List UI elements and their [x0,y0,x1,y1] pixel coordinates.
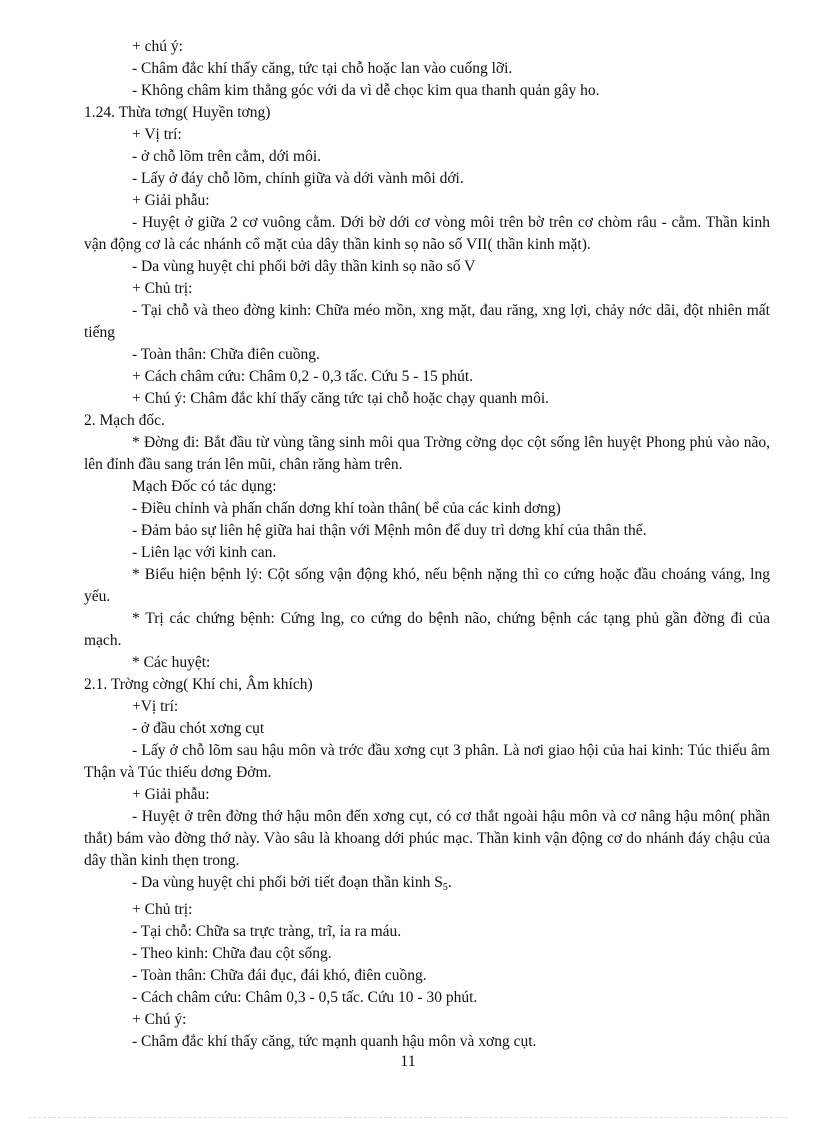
text-line: - Điều chỉnh và phấn chấn dơng khí toàn thân( bể của các kinh dơng) [132,500,561,517]
section-heading: 2. Mạch đốc. [84,412,165,429]
text-segment: . [447,874,452,891]
text-line: - Đảm bảo sự liên hệ giữa hai thận với Mệnh môn để duy trì dơng khí của thân thể. [132,522,647,539]
text-line: + Chú ý: Châm đắc khí thấy căng tức tại chỗ hoặc chạy quanh môi. [132,390,550,407]
text-paragraph: - Huyệt ở trên đờng thớ hậu môn đến xơng cụt, có cơ thắt ngoài hậu môn và cơ nâng hậu môn( phần thắt) bám vào đờng thớ này. Vào sâu là khoang dới phúc mạc. Thần kinh vận động cơ do nhánh đáy chậu của dây thần kinh thẹn trong. [84,808,770,869]
text-paragraph: - Lấy ở chỗ lõm sau hậu môn và trớc đầu xơng cụt 3 phân. Là nơi giao hội của hai kinh: Túc thiếu âm Thận và Túc thiếu dơng Đởm. [84,742,770,781]
text-line: - Tại chỗ: Chữa sa trực tràng, trĩ, ỉa ra máu. [132,923,402,940]
text-line: - Da vùng huyệt chi phối bởi dây thần kinh sọ não số V [132,258,476,275]
section-heading: 2.1. Trờng cờng( Khí chi, Âm khích) [84,676,313,693]
text-paragraph: * Biểu hiện bệnh lý: Cột sống vận động khó, nếu bệnh nặng thì co cứng hoặc đầu choáng váng, lng yếu. [84,566,770,605]
text-paragraph: * Trị các chứng bệnh: Cứng lng, co cứng do bệnh não, chứng bệnh các tạng phủ gần đờng đi của mạch. [84,610,770,649]
page-number: 11 [400,1053,416,1070]
text-line: - Toàn thân: Chữa đái đục, đái khó, điên cuồng. [132,967,427,984]
text-segment: - Da vùng huyệt chi phối bởi tiết đoạn thần kinh S [132,874,443,891]
text-line: - Toàn thân: Chữa điên cuồng. [132,346,320,363]
text-line: + chú ý: [132,38,183,55]
text-line: - Châm đắc khí thấy căng, tức tại chỗ hoặc lan vào cuống lỡi. [132,60,513,77]
text-paragraph: - Huyệt ở giữa 2 cơ vuông cằm. Dới bờ dới cơ vòng môi trên bờ trên cơ chòm râu - cằm. Thần kinh vận động cơ là các nhánh cổ mặt của dây thần kinh sọ não số VII( thần kinh mặt). [84,214,770,253]
page-bottom-rule [28,1117,788,1118]
text-line: - Cách châm cứu: Châm 0,3 - 0,5 tấc. Cứu 10 - 30 phút. [132,989,478,1006]
text-line: + Cách châm cứu: Châm 0,2 - 0,3 tấc. Cứu 5 - 15 phút. [132,368,474,385]
text-line: - Theo kinh: Chữa đau cột sống. [132,945,332,962]
text-line: - ở chỗ lõm trên cằm, dới môi. [132,148,322,165]
text-line: + Chú ý: [132,1011,187,1028]
text-paragraph: * Đờng đi: Bắt đầu từ vùng tầng sinh môi qua Trờng cờng dọc cột sống lên huyệt Phong phủ vào não, lên đỉnh đầu sang trán lên mũi, chân răng hàm trên. [84,434,770,473]
text-line [84,872,770,899]
text-line: - Lấy ở đáy chỗ lõm, chính giữa và dới vành môi dới. [132,170,464,187]
text-line: Mạch Đốc có tác dụng: [132,478,277,495]
text-line: + Chủ trị: [132,280,193,297]
text-line: + Giải phẫu: [132,192,210,209]
text-line: - Không châm kim thẳng góc với da vì dễ chọc kim qua thanh quản gây ho. [132,82,600,99]
text-line: - Liên lạc với kinh can. [132,544,277,561]
text-line: + Giải phẫu: [132,786,210,803]
text-line: + Vị trí: [132,126,182,143]
text-line: +Vị trí: [132,698,179,715]
text-line: - ở đầu chót xơng cụt [132,720,265,737]
document-body [84,36,770,1053]
text-line: - Châm đắc khí thấy căng, tức mạnh quanh hậu môn và xơng cụt. [132,1033,537,1050]
text-line: * Các huyệt: [132,654,211,671]
text-paragraph: - Tại chỗ và theo đờng kinh: Chữa méo mồn, xng mặt, đau răng, xng lợi, chảy nớc dãi, đột nhiên mất tiếng [84,302,770,341]
section-heading: 1.24. Thừa tơng( Huyền tơng) [84,104,271,121]
subscript: 5 [442,882,448,893]
text-line: + Chủ trị: [132,901,193,918]
